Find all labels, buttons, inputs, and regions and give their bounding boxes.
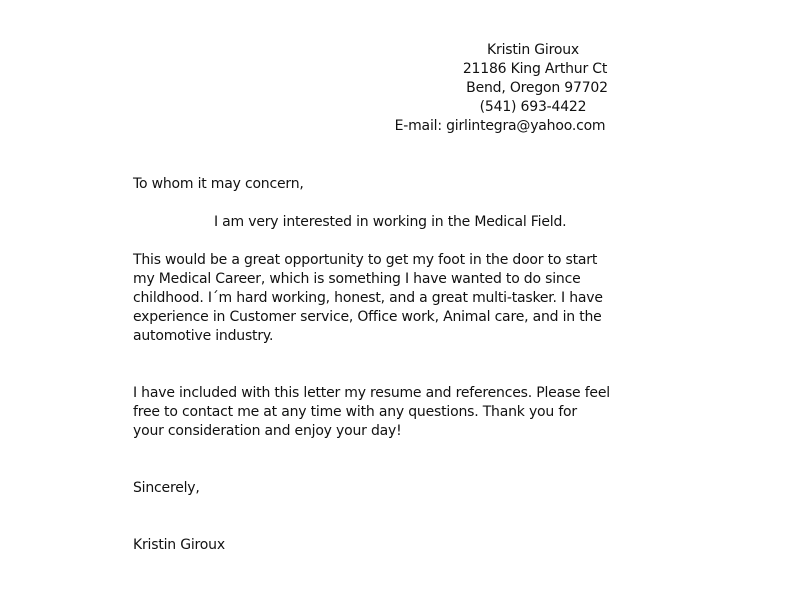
paragraph-1-line: my Medical Career, which is something I have wanted to do since bbox=[133, 271, 581, 287]
sender-city: Bend, Oregon 97702 bbox=[466, 80, 608, 96]
paragraph-1-line: childhood. I´m hard working, honest, and a great multi-tasker. I have bbox=[133, 290, 603, 306]
intro-line: I am very interested in working in the Medical Field. bbox=[214, 214, 567, 230]
sender-email: E-mail: girlintegra@yahoo.com bbox=[394, 118, 606, 134]
paragraph-2-line: your consideration and enjoy your day! bbox=[133, 423, 402, 439]
paragraph-1-line: automotive industry. bbox=[133, 328, 274, 344]
sender-street: 21186 King Arthur Ct bbox=[462, 61, 608, 77]
sender-phone: (541) 693-4422 bbox=[479, 99, 587, 115]
paragraph-1-line: experience in Customer service, Office work, Animal care, and in the bbox=[133, 309, 602, 325]
salutation: To whom it may concern, bbox=[133, 176, 304, 192]
paragraph-1-line: This would be a great opportunity to get my foot in the door to start bbox=[133, 252, 598, 268]
paragraph-2-line: free to contact me at any time with any questions. Thank you for bbox=[133, 404, 577, 420]
sender-name: Kristin Giroux bbox=[487, 42, 579, 58]
paragraph-2-line: I have included with this letter my resume and references. Please feel bbox=[133, 385, 610, 401]
signature: Kristin Giroux bbox=[133, 537, 225, 553]
closing: Sincerely, bbox=[133, 480, 200, 496]
